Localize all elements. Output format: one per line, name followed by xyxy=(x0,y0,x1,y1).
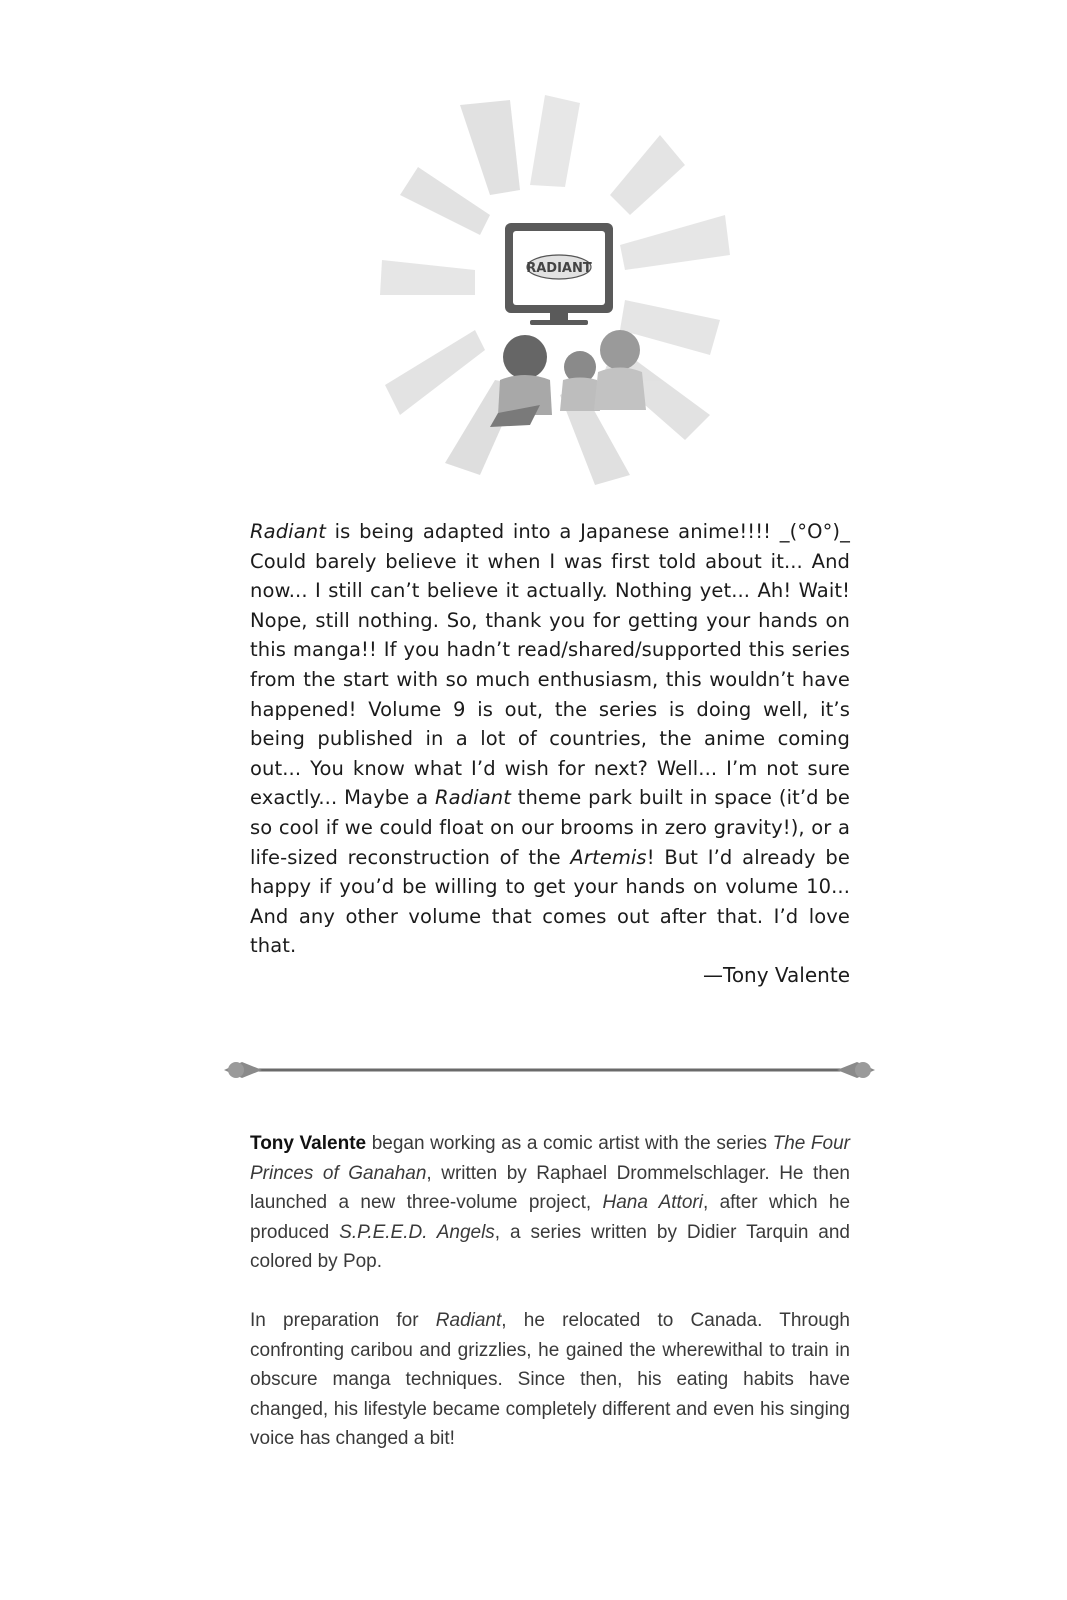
radiant-logo-icon xyxy=(526,255,592,279)
bio-span: , after which he produced xyxy=(250,1192,851,1243)
author-signature: —Tony Valente xyxy=(703,963,850,987)
ornamental-divider xyxy=(222,1055,877,1085)
note-span: Radiant xyxy=(435,786,511,810)
tv-illustration xyxy=(380,95,740,485)
note-span: Radiant xyxy=(250,520,326,543)
tv-set xyxy=(505,223,613,325)
divider-line-icon xyxy=(222,1055,877,1085)
bio-span: began working as a comic artist with the series xyxy=(366,1133,773,1154)
bio-span: , written by Raphael Drommelschlager. He then launched a new three-volume project, xyxy=(250,1162,850,1213)
author-note xyxy=(250,517,850,961)
bio-span: , a series written by Didier Tarquin and colored by Pop. xyxy=(250,1221,850,1272)
bio-span: The Four Princes of Ganahan xyxy=(250,1133,850,1184)
note-span: is being adapted into a Japanese anime!!!! _(°O°)_ Could barely believe it when I was first told about it... And now... I still can’t believe it actually. Nothing yet... Ah! Wait! Nope, still nothing. So, thank you for getting your hands on this manga!! If you hadn’t read/shared/supported this series from the start with so much enthusiasm, this wouldn’t have happened! Volume 9 is out, the series is doing well, it’s being published in a lot of countries, the anime coming out... You know what I’d wish for next? Well... I’m not sure exactly... Maybe a xyxy=(250,520,850,810)
bio-span: Hana Attori xyxy=(602,1192,703,1213)
bio-paragraph-1 xyxy=(250,1129,850,1277)
note-span: theme park built in space (it’d be so cool if we could float on our brooms in zero gravity!), or a life-sized reconstruction of the xyxy=(250,786,851,869)
note-span: ! But I’d already be happy if you’d be willing to get your hands on volume 10... And any other volume that comes out after that. I’d love that. xyxy=(250,845,850,958)
bio-span: S.P.E.E.D. Angels xyxy=(339,1221,495,1243)
note-span: Artemis xyxy=(570,845,647,869)
bio-span: In preparation for xyxy=(250,1310,436,1331)
tv-logo-text: RADIANT xyxy=(526,261,592,276)
author-note-paragraph xyxy=(250,517,850,961)
bio-span: Tony Valente xyxy=(250,1133,367,1154)
tv-kids-drawing xyxy=(380,95,740,485)
author-bio xyxy=(250,1129,850,1483)
bio-span: , he relocated to Canada. Through confronting caribou and grizzlies, he gained the wherewithal to train in obscure manga techniques. Since then, his eating habits have changed, his lifestyle became completely different and even his singing voice has changed a bit! xyxy=(250,1310,851,1449)
bio-paragraph-2 xyxy=(250,1306,850,1454)
bio-span: Radiant xyxy=(435,1310,502,1331)
